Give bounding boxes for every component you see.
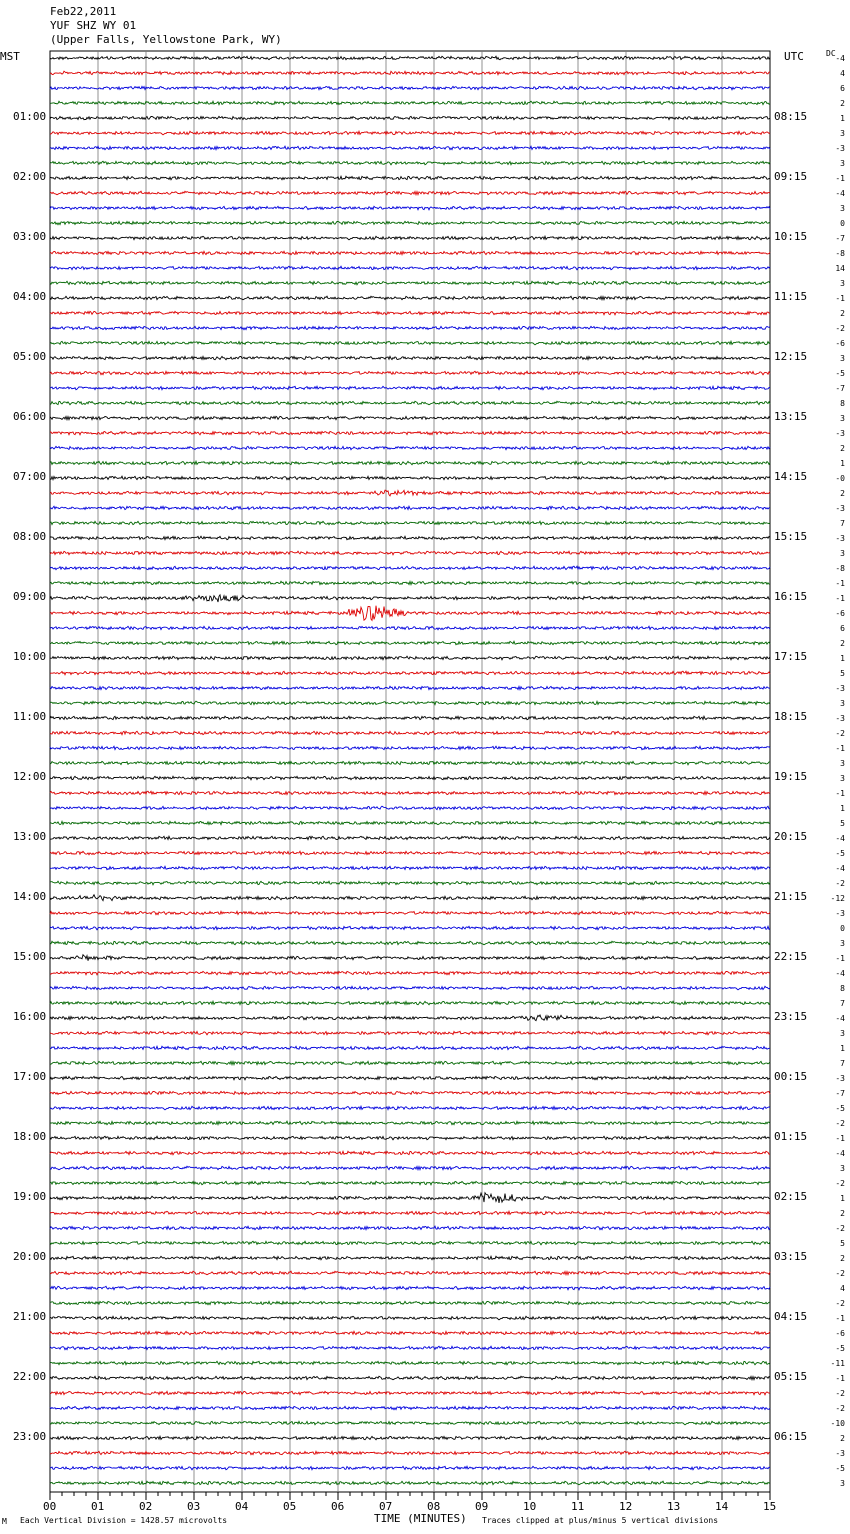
dc-offset-value: -6 (835, 339, 845, 348)
dc-offset-value: 2 (840, 309, 845, 318)
seismic-trace (50, 686, 770, 689)
seismic-trace (50, 490, 770, 496)
left-hour-label: 05:00 (13, 350, 47, 363)
seismic-trace (50, 1376, 770, 1380)
dc-offset-value: 1 (840, 804, 845, 813)
seismic-trace (50, 1001, 770, 1004)
seismic-trace (50, 746, 770, 749)
right-hour-label: 06:15 (774, 1430, 808, 1443)
dc-offset-value: -11 (830, 1359, 845, 1368)
seismic-trace (50, 1181, 770, 1185)
dc-offset-value: 3 (840, 159, 845, 168)
seismic-trace (50, 881, 770, 885)
seismic-trace (50, 1226, 770, 1230)
dc-offset-value: 3 (840, 204, 845, 213)
seismic-trace (50, 731, 770, 734)
dc-offset-value: -3 (835, 1074, 845, 1083)
dc-offset-value: 8 (840, 399, 845, 408)
left-hour-label: 23:00 (13, 1430, 47, 1443)
left-hour-label: 09:00 (13, 590, 47, 603)
dc-offset-value: 2 (840, 99, 845, 108)
dc-offset-value: -2 (835, 1404, 845, 1413)
dc-offset-value: -6 (835, 609, 845, 618)
dc-offset-value: -1 (835, 579, 845, 588)
seismic-trace (50, 606, 770, 621)
date-label: Feb22,2011 (50, 5, 117, 18)
dc-offset-value: -12 (830, 894, 845, 903)
dc-offset-value: -1 (835, 174, 845, 183)
seismic-trace (50, 386, 770, 389)
seismic-trace (50, 506, 770, 509)
right-hour-label: 20:15 (774, 830, 808, 843)
dc-offset-value: -4 (835, 969, 845, 978)
dc-offset-value: -5 (835, 369, 845, 378)
dc-offset-value: -7 (835, 234, 845, 243)
dc-offset-value: 1 (840, 1044, 845, 1053)
left-hour-label: 15:00 (13, 950, 47, 963)
right-hour-label: 23:15 (774, 1010, 808, 1023)
right-hour-label: 22:15 (774, 950, 808, 963)
dc-offset-value: -1 (835, 1374, 845, 1383)
seismic-trace (50, 416, 770, 419)
seismic-trace (50, 356, 770, 360)
dc-offset-value: -2 (835, 879, 845, 888)
seismic-trace (50, 1151, 770, 1154)
dc-offset-value: -8 (835, 249, 845, 258)
right-hour-label: 16:15 (774, 590, 808, 603)
right-hour-label: 13:15 (774, 410, 808, 423)
seismic-trace (50, 221, 770, 225)
seismic-trace (50, 761, 770, 765)
x-tick-label: 00 (43, 1500, 57, 1513)
dc-offset-value: -8 (835, 564, 845, 573)
left-hour-label: 22:00 (13, 1370, 47, 1383)
seismic-trace (50, 1076, 770, 1080)
dc-offset-value: -1 (835, 294, 845, 303)
dc-offset-value: -4 (835, 834, 845, 843)
seismic-trace (50, 1331, 770, 1335)
seismic-trace (50, 1046, 770, 1050)
seismic-trace (50, 206, 770, 210)
dc-offset-value: -7 (835, 384, 845, 393)
seismic-trace (50, 296, 770, 300)
x-tick-label: 12 (619, 1500, 633, 1513)
right-hour-label: 11:15 (774, 290, 808, 303)
dc-offset-value: -2 (835, 1269, 845, 1278)
dc-offset-value: -4 (835, 54, 845, 63)
left-hour-label: 04:00 (13, 290, 47, 303)
seismic-trace (50, 911, 770, 914)
seismic-trace (50, 971, 770, 975)
dc-label: DC (826, 49, 836, 58)
dc-offset-value: 3 (840, 1164, 845, 1173)
dc-offset-value: -1 (835, 789, 845, 798)
dc-offset-value: 3 (840, 129, 845, 138)
dc-offset-value: -4 (835, 1014, 845, 1023)
seismic-trace (50, 161, 770, 165)
x-tick-label: 01 (91, 1500, 105, 1513)
left-hour-label: 16:00 (13, 1010, 47, 1023)
seismic-trace (50, 986, 770, 990)
dc-offset-value: -5 (835, 1464, 845, 1473)
seismic-trace (50, 1391, 770, 1395)
dc-offset-value: -2 (835, 1119, 845, 1128)
dc-offset-value: 1 (840, 654, 845, 663)
seismic-trace (50, 1121, 770, 1125)
dc-offset-value: -2 (835, 1224, 845, 1233)
seismic-trace (50, 371, 770, 375)
seismic-trace (50, 311, 770, 315)
x-tick-label: 08 (427, 1500, 441, 1513)
seismic-trace (50, 236, 770, 240)
dc-offset-value: 6 (840, 624, 845, 633)
station-label: YUF SHZ WY 01 (50, 19, 137, 32)
seismic-trace (50, 431, 770, 435)
dc-offset-value: -5 (835, 1104, 845, 1113)
seismic-trace (50, 71, 770, 75)
seismic-trace (50, 851, 770, 854)
seismic-trace (50, 1451, 770, 1455)
left-hour-label: 12:00 (13, 770, 47, 783)
seismic-trace (50, 895, 770, 901)
dc-offset-value: 2 (840, 444, 845, 453)
seismic-trace (50, 266, 770, 270)
scale-note: Each Vertical Division = 1428.57 microvolts (20, 1516, 228, 1525)
dc-offset-value: 3 (840, 354, 845, 363)
right-hour-label: 18:15 (774, 710, 808, 723)
seismic-trace (50, 1166, 770, 1170)
left-hour-label: 03:00 (13, 230, 47, 243)
dc-offset-value: -6 (835, 1329, 845, 1338)
dc-offset-value: -3 (835, 144, 845, 153)
seismic-trace (50, 461, 770, 464)
dc-offset-value: -3 (835, 909, 845, 918)
dc-offset-value: 6 (840, 84, 845, 93)
left-hour-label: 02:00 (13, 170, 47, 183)
corner-mark: M (2, 1517, 7, 1526)
seismic-trace (50, 671, 770, 675)
seismic-trace (50, 866, 770, 869)
seismic-trace (50, 176, 770, 179)
dc-offset-value: 5 (840, 819, 845, 828)
dc-offset-value: 1 (840, 114, 845, 123)
dc-offset-value: -4 (835, 189, 845, 198)
seismic-trace (50, 776, 770, 779)
seismic-trace (50, 1421, 770, 1425)
x-tick-label: 04 (235, 1500, 249, 1513)
dc-offset-value: -3 (835, 429, 845, 438)
clip-note: Traces clipped at plus/minus 5 vertical divisions (482, 1516, 719, 1525)
dc-offset-value: 2 (840, 1434, 845, 1443)
seismic-trace (50, 341, 770, 345)
left-hour-label: 08:00 (13, 530, 47, 543)
seismic-trace (50, 1106, 770, 1110)
dc-offset-value: -1 (835, 594, 845, 603)
seismic-trace (50, 1061, 770, 1064)
dc-offset-value: -3 (835, 534, 845, 543)
seismic-trace (50, 1316, 770, 1320)
seismic-trace (50, 1136, 770, 1140)
dc-offset-value: -3 (835, 684, 845, 693)
left-hour-label: 14:00 (13, 890, 47, 903)
seismic-trace (50, 1466, 770, 1470)
seismic-trace (50, 401, 770, 405)
seismic-trace (50, 551, 770, 555)
seismic-trace (50, 251, 770, 255)
seismic-trace (50, 1301, 770, 1305)
right-hour-label: 09:15 (774, 170, 808, 183)
dc-offset-value: 14 (835, 264, 845, 273)
seismic-trace (50, 1481, 770, 1485)
dc-offset-value: -2 (835, 324, 845, 333)
dc-offset-value: -1 (835, 744, 845, 753)
seismic-trace (50, 116, 770, 119)
seismic-trace (50, 926, 770, 930)
dc-offset-value: 2 (840, 1209, 845, 1218)
right-hour-label: 17:15 (774, 650, 808, 663)
seismic-trace (50, 1241, 770, 1245)
dc-offset-value: 3 (840, 549, 845, 558)
dc-offset-value: 3 (840, 1479, 845, 1488)
seismic-trace (50, 536, 770, 539)
left-hour-label: 20:00 (13, 1250, 47, 1263)
x-tick-label: 11 (571, 1500, 585, 1513)
dc-offset-value: -3 (835, 714, 845, 723)
seismic-trace (50, 1436, 770, 1439)
left-hour-label: 06:00 (13, 410, 47, 423)
right-hour-label: 12:15 (774, 350, 808, 363)
left-timezone-label: MST (0, 50, 20, 63)
seismic-trace (50, 701, 770, 704)
seismic-trace (50, 146, 770, 150)
seismic-trace (50, 521, 770, 524)
right-hour-label: 03:15 (774, 1250, 808, 1263)
dc-offset-value: 3 (840, 414, 845, 423)
dc-offset-value: -5 (835, 849, 845, 858)
seismic-trace (50, 191, 770, 195)
dc-offset-value: 4 (840, 1284, 845, 1293)
x-tick-label: 15 (763, 1500, 777, 1513)
dc-offset-value: -2 (835, 729, 845, 738)
right-hour-label: 10:15 (774, 230, 808, 243)
dc-offset-value: 3 (840, 774, 845, 783)
seismic-trace (50, 941, 770, 945)
dc-offset-value: -1 (835, 1314, 845, 1323)
dc-offset-value: 0 (840, 924, 845, 933)
dc-offset-value: -3 (835, 504, 845, 513)
right-hour-label: 04:15 (774, 1310, 808, 1323)
dc-offset-value: -10 (830, 1419, 845, 1428)
seismic-trace (50, 281, 770, 284)
dc-offset-value: 3 (840, 759, 845, 768)
seismic-trace (50, 1286, 770, 1290)
location-label: (Upper Falls, Yellowstone Park, WY) (50, 33, 282, 46)
dc-offset-value: 7 (840, 999, 845, 1008)
seismic-trace (50, 1271, 770, 1275)
x-tick-label: 14 (715, 1500, 729, 1513)
seismic-trace (50, 656, 770, 660)
seismic-trace (50, 595, 770, 602)
right-timezone-label: UTC (784, 50, 804, 63)
seismic-trace (50, 581, 770, 584)
dc-offset-value: 2 (840, 1254, 845, 1263)
right-hour-label: 08:15 (774, 110, 808, 123)
dc-offset-value: 7 (840, 1059, 845, 1068)
x-tick-label: 02 (139, 1500, 153, 1513)
seismic-trace (50, 326, 770, 330)
dc-offset-value: -2 (835, 1299, 845, 1308)
dc-offset-value: 5 (840, 669, 845, 678)
left-hour-label: 13:00 (13, 830, 47, 843)
dc-offset-value: 1 (840, 459, 845, 468)
dc-offset-value: 0 (840, 219, 845, 228)
dc-offset-value: -2 (835, 1389, 845, 1398)
dc-offset-value: 8 (840, 984, 845, 993)
dc-offset-value: -4 (835, 864, 845, 873)
seismic-trace (50, 476, 770, 480)
seismic-trace (50, 1193, 770, 1203)
left-hour-label: 18:00 (13, 1130, 47, 1143)
right-hour-label: 19:15 (774, 770, 808, 783)
right-hour-label: 15:15 (774, 530, 808, 543)
seismic-trace (50, 1346, 770, 1350)
dc-offset-value: -7 (835, 1089, 845, 1098)
dc-offset-value: -5 (835, 1344, 845, 1353)
seismic-trace (50, 955, 770, 961)
seismic-trace (50, 131, 770, 135)
x-tick-label: 13 (667, 1500, 681, 1513)
seismic-trace (50, 626, 770, 629)
x-tick-label: 03 (187, 1500, 201, 1513)
seismic-trace (50, 791, 770, 795)
seismic-trace (50, 716, 770, 719)
dc-offset-value: 1 (840, 1194, 845, 1203)
x-tick-label: 05 (283, 1500, 297, 1513)
dc-offset-value: -3 (835, 1449, 845, 1458)
seismic-trace (50, 1091, 770, 1094)
right-hour-label: 00:15 (774, 1070, 808, 1083)
dc-offset-value: 2 (840, 639, 845, 648)
left-hour-label: 19:00 (13, 1190, 47, 1203)
left-hour-label: 01:00 (13, 110, 47, 123)
seismic-trace (50, 1211, 770, 1215)
seismic-trace (50, 446, 770, 450)
right-hour-label: 02:15 (774, 1190, 808, 1203)
right-hour-label: 21:15 (774, 890, 808, 903)
seismic-trace (50, 1361, 770, 1364)
seismic-trace (50, 836, 770, 839)
dc-offset-value: -4 (835, 1149, 845, 1158)
right-hour-label: 05:15 (774, 1370, 808, 1383)
seismic-trace (50, 1031, 770, 1035)
dc-offset-value: 4 (840, 69, 845, 78)
x-axis-title: TIME (MINUTES) (374, 1512, 467, 1525)
dc-offset-value: 3 (840, 279, 845, 288)
seismic-trace (50, 641, 770, 644)
x-tick-label: 06 (331, 1500, 345, 1513)
left-hour-label: 10:00 (13, 650, 47, 663)
right-hour-label: 01:15 (774, 1130, 808, 1143)
left-hour-label: 17:00 (13, 1070, 47, 1083)
seismic-trace (50, 1406, 770, 1410)
seismic-trace (50, 566, 770, 570)
seismic-trace (50, 86, 770, 89)
dc-offset-value: 2 (840, 489, 845, 498)
dc-offset-value: 5 (840, 1239, 845, 1248)
dc-offset-value: -1 (835, 1134, 845, 1143)
seismic-trace (50, 56, 770, 59)
dc-offset-value: 3 (840, 939, 845, 948)
x-tick-label: 09 (475, 1500, 489, 1513)
left-hour-label: 07:00 (13, 470, 47, 483)
x-tick-label: 10 (523, 1500, 537, 1513)
dc-offset-value: -0 (835, 474, 845, 483)
x-tick-label: 07 (379, 1500, 393, 1513)
seismic-trace (50, 1015, 770, 1021)
seismic-trace (50, 821, 770, 824)
seismic-trace (50, 1256, 770, 1259)
dc-offset-value: 3 (840, 1029, 845, 1038)
right-hour-label: 14:15 (774, 470, 808, 483)
seismic-trace (50, 806, 770, 809)
dc-offset-value: 3 (840, 699, 845, 708)
seismic-trace (50, 101, 770, 104)
dc-offset-value: -2 (835, 1179, 845, 1188)
dc-offset-value: -1 (835, 954, 845, 963)
left-hour-label: 11:00 (13, 710, 47, 723)
dc-offset-value: 7 (840, 519, 845, 528)
left-hour-label: 21:00 (13, 1310, 47, 1323)
